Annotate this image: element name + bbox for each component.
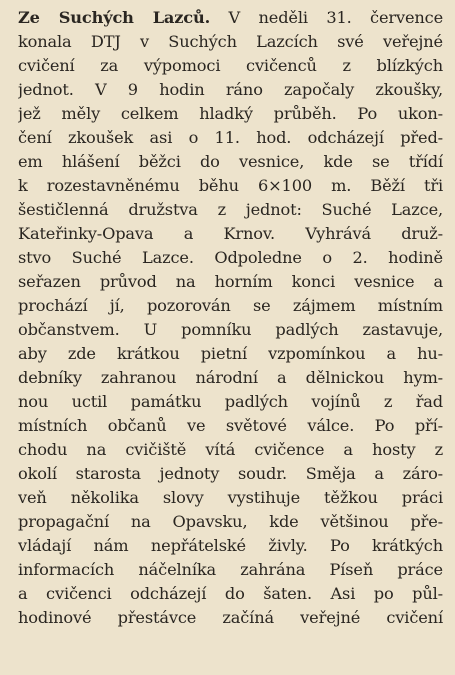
article-line-3: cvičení za výpomoci cvičenců z blízkých xyxy=(18,56,443,75)
article-line-13: prochází jí, pozorován se zájmem místním xyxy=(18,296,443,315)
article-line-25: a cvičenci odcházejí do šaten. Asi po půl- xyxy=(18,584,443,603)
article-line-1-text: V neděli 31. července xyxy=(228,8,443,27)
article-line-15: aby zde krátkou pietní vzpomínkou a hu- xyxy=(18,344,443,363)
article-heading: Ze Suchých Lazců. xyxy=(18,8,211,27)
article-line-2: konala DTJ v Suchých Lazcích své veřejné xyxy=(18,32,443,51)
article-line-21: veň několika slovy vystihuje těžkou práci xyxy=(18,488,443,507)
article-line-7: em hlášení běžci do vesnice, kde se třídí xyxy=(18,152,443,171)
article-line-9: šestičlenná družstva z jednot: Suché Lazce, xyxy=(18,200,443,219)
article-line-10: Kateřinky-Opava a Krnov. Vyhrává druž- xyxy=(18,224,443,243)
article-line-19: chodu na cvičiště vítá cvičence a hosty z xyxy=(18,440,443,459)
article-line-24: informacích náčelníka zahrána Píseň práce xyxy=(18,560,443,579)
article-line-11: stvo Suché Lazce. Odpoledne o 2. hodině xyxy=(18,248,443,267)
article-line-23: vládají nám nepřátelské živly. Po krátkých xyxy=(18,536,443,555)
article-line-16: debníky zahranou národní a dělnickou hym- xyxy=(18,368,443,387)
article-line-17: nou uctil památku padlých vojínů z řad xyxy=(18,392,443,411)
article-line-1 xyxy=(18,6,443,30)
article-line-20: okolí starosta jednoty soudr. Směja a záro- xyxy=(18,464,443,483)
article-line-14: občanstvem. U pomníku padlých zastavuje, xyxy=(18,320,443,339)
article-line-5: jež měly celkem hladký průběh. Po ukon- xyxy=(18,104,443,123)
article-line-22: propagační na Opavsku, kde většinou pře- xyxy=(18,512,443,531)
article-line-18: místních občanů ve světové válce. Po pří- xyxy=(18,416,443,435)
article-line-12: seřazen průvod na horním konci vesnice a xyxy=(18,272,443,291)
article-line-26: hodinové přestávce začíná veřejné cvičení xyxy=(18,608,443,627)
article-line-8: k rozestavněnému běhu 6×100 m. Běží tři xyxy=(18,176,443,195)
article-line-6: čení zkoušek asi o 11. hod. odcházejí před- xyxy=(18,128,443,147)
article-line-4: jednot. V 9 hodin ráno započaly zkoušky, xyxy=(18,80,443,99)
